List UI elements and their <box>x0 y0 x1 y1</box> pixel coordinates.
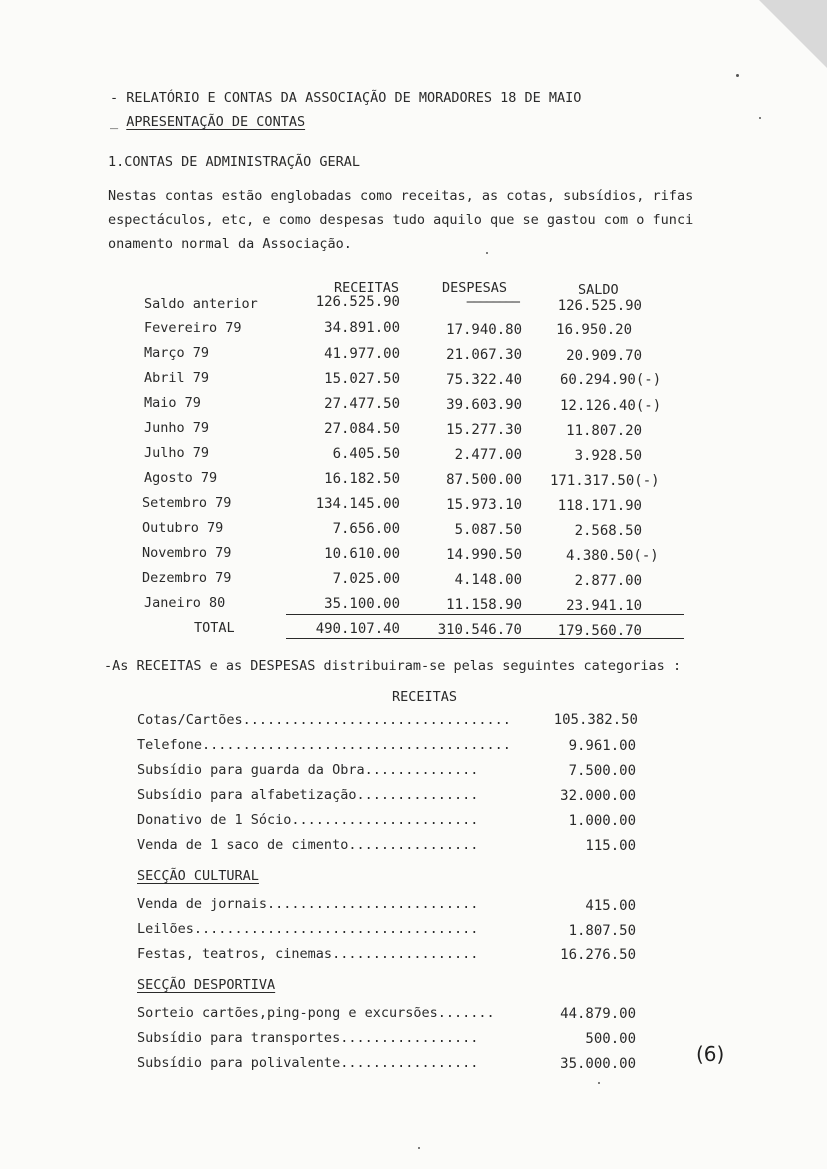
cell-despesas: 75.322.40 <box>446 372 522 388</box>
item-value: 7.500.00 <box>568 763 636 779</box>
row-label: Novembro 79 <box>142 545 232 561</box>
item-value: 44.879.00 <box>560 1006 636 1022</box>
row-label: Julho 79 <box>144 445 210 461</box>
row-label: Setembro 79 <box>142 495 232 511</box>
paragraph-line-3: onamento normal da Associação. <box>108 236 352 252</box>
cell-saldo: 2.568.50 <box>574 523 642 539</box>
section-heading: 1.CONTAS DE ADMINISTRAÇÃO GERAL <box>108 154 360 170</box>
item-value: 32.000.00 <box>560 788 636 804</box>
cell-saldo: 4.380.50(-) <box>566 548 659 564</box>
row-label: Abril 79 <box>144 370 210 386</box>
row-label: Dezembro 79 <box>142 570 232 586</box>
total-label: TOTAL <box>194 620 235 636</box>
cell-receitas: 10.610.00 <box>324 546 400 562</box>
cell-receitas: 41.977.00 <box>324 346 400 362</box>
scan-speck <box>736 74 739 77</box>
item-label: Donativo de 1 Sócio....................... <box>137 812 479 828</box>
cell-saldo: 20.909.70 <box>566 348 642 364</box>
cell-despesas: 39.603.90 <box>446 397 522 413</box>
cell-despesas: 11.158.90 <box>446 597 522 613</box>
page-number: (6) <box>696 1042 725 1066</box>
item-label: Sorteio cartões,ping-pong e excursões....... <box>137 1005 495 1021</box>
row-label: Março 79 <box>144 345 210 361</box>
cell-receitas: 15.027.50 <box>324 371 400 387</box>
cell-saldo: 16.950.20 <box>556 322 632 338</box>
row-label: Saldo anterior <box>144 296 258 312</box>
total-despesas: 310.546.70 <box>437 622 522 638</box>
row-label: Fevereiro 79 <box>144 320 242 336</box>
cell-saldo: 23.941.10 <box>566 598 642 614</box>
cell-receitas: 27.477.50 <box>324 396 400 412</box>
cell-saldo: 3.928.50 <box>574 448 642 464</box>
cell-receitas: 34.891.00 <box>324 320 400 336</box>
item-label: Subsídio para polivalente................. <box>137 1055 479 1071</box>
cell-saldo: 171.317.50(-) <box>550 473 660 489</box>
cell-despesas: 4.148.00 <box>454 572 522 588</box>
row-label: Maio 79 <box>144 395 201 411</box>
cell-despesas: 2.477.00 <box>454 447 522 463</box>
cell-saldo: 60.294.90(-) <box>560 372 662 388</box>
total-receitas: 490.107.40 <box>315 621 400 637</box>
report-title: - RELATÓRIO E CONTAS DA ASSOCIAÇÃO DE MORADORES 18 DE MAIO <box>110 90 582 106</box>
cell-receitas: 7.656.00 <box>332 521 400 537</box>
cell-despesas: 5.087.50 <box>454 522 522 538</box>
folded-corner <box>759 0 827 68</box>
report-subtitle <box>110 114 305 130</box>
row-label: Janeiro 80 <box>144 595 226 611</box>
row-label: Outubro 79 <box>142 520 224 536</box>
cell-receitas: 7.025.00 <box>332 571 400 587</box>
cell-receitas: 35.100.00 <box>324 596 400 612</box>
item-value: 1.807.50 <box>568 923 636 939</box>
item-label: Subsídio para guarda da Obra.............. <box>137 762 479 778</box>
scan-speck <box>486 252 488 254</box>
subtitle-text: APRESENTAÇÃO DE CONTAS <box>126 114 306 130</box>
item-label: Cotas/Cartões................................. <box>137 712 511 728</box>
item-label: Telefone...................................... <box>137 737 511 753</box>
item-value: 35.000.00 <box>560 1056 636 1072</box>
cell-receitas: 134.145.00 <box>315 496 400 512</box>
item-label: Venda de 1 saco de cimento................ <box>137 837 479 853</box>
cell-saldo: 11.807.20 <box>566 423 642 439</box>
subtotal-rule <box>286 614 684 615</box>
item-value: 9.961.00 <box>568 738 636 754</box>
cell-despesas: 15.277.30 <box>446 422 522 438</box>
item-value: 1.000.00 <box>568 813 636 829</box>
item-value: 500.00 <box>585 1031 636 1047</box>
paragraph-line-2: espectáculos, etc, e como despesas tudo aquilo que se gastou com o funci <box>108 212 694 228</box>
scan-speck <box>598 1082 600 1084</box>
cell-receitas: 16.182.50 <box>324 471 400 487</box>
distribution-intro: -As RECEITAS e as DESPESAS distribuiram-se pelas seguintes categorias : <box>104 658 682 674</box>
col-header-despesas: DESPESAS <box>442 280 508 296</box>
subtitle-prefix: _ <box>110 114 127 130</box>
row-label: Junho 79 <box>144 420 210 436</box>
col-header-receitas: RECEITAS <box>334 280 400 296</box>
col-header-saldo: SALDO <box>578 282 619 298</box>
receitas-heading: RECEITAS <box>392 689 458 705</box>
item-value: 16.276.50 <box>560 947 636 963</box>
cell-receitas: 27.084.50 <box>324 421 400 437</box>
cell-despesas: 87.500.00 <box>446 472 522 488</box>
cell-despesas: 14.990.50 <box>446 547 522 563</box>
total-rule <box>286 638 684 639</box>
desportiva-heading: SECÇÃO DESPORTIVA <box>137 977 276 993</box>
item-label: Festas, teatros, cinemas.................. <box>137 946 479 962</box>
cell-saldo: 2.877.00 <box>574 573 642 589</box>
item-value: 115.00 <box>585 838 636 854</box>
cell-saldo: 118.171.90 <box>557 498 642 514</box>
item-value: 415.00 <box>585 898 636 914</box>
item-label: Leilões................................... <box>137 921 479 937</box>
row-label: Agosto 79 <box>144 470 218 486</box>
cell-despesas: ———————— <box>466 294 518 310</box>
scan-speck <box>418 1147 420 1149</box>
cell-despesas: 21.067.30 <box>446 347 522 363</box>
cell-receitas: 6.405.50 <box>332 446 400 462</box>
cell-despesas: 15.973.10 <box>446 497 522 513</box>
item-label: Venda de jornais.......................... <box>137 896 479 912</box>
item-label: Subsídio para transportes................. <box>137 1030 479 1046</box>
cell-saldo: 126.525.90 <box>557 298 642 314</box>
cultural-heading: SECÇÃO CULTURAL <box>137 868 259 884</box>
cell-despesas: 17.940.80 <box>446 322 522 338</box>
total-saldo: 179.560.70 <box>557 623 642 639</box>
cell-saldo: 12.126.40(-) <box>560 398 662 414</box>
paragraph-line-1: Nestas contas estão englobadas como receitas, as cotas, subsídios, rifas <box>108 188 694 204</box>
item-value: 105.382.50 <box>553 712 638 728</box>
cell-receitas: 126.525.90 <box>315 294 400 310</box>
scan-speck <box>759 117 761 119</box>
item-label: Subsídio para alfabetização............... <box>137 787 479 803</box>
